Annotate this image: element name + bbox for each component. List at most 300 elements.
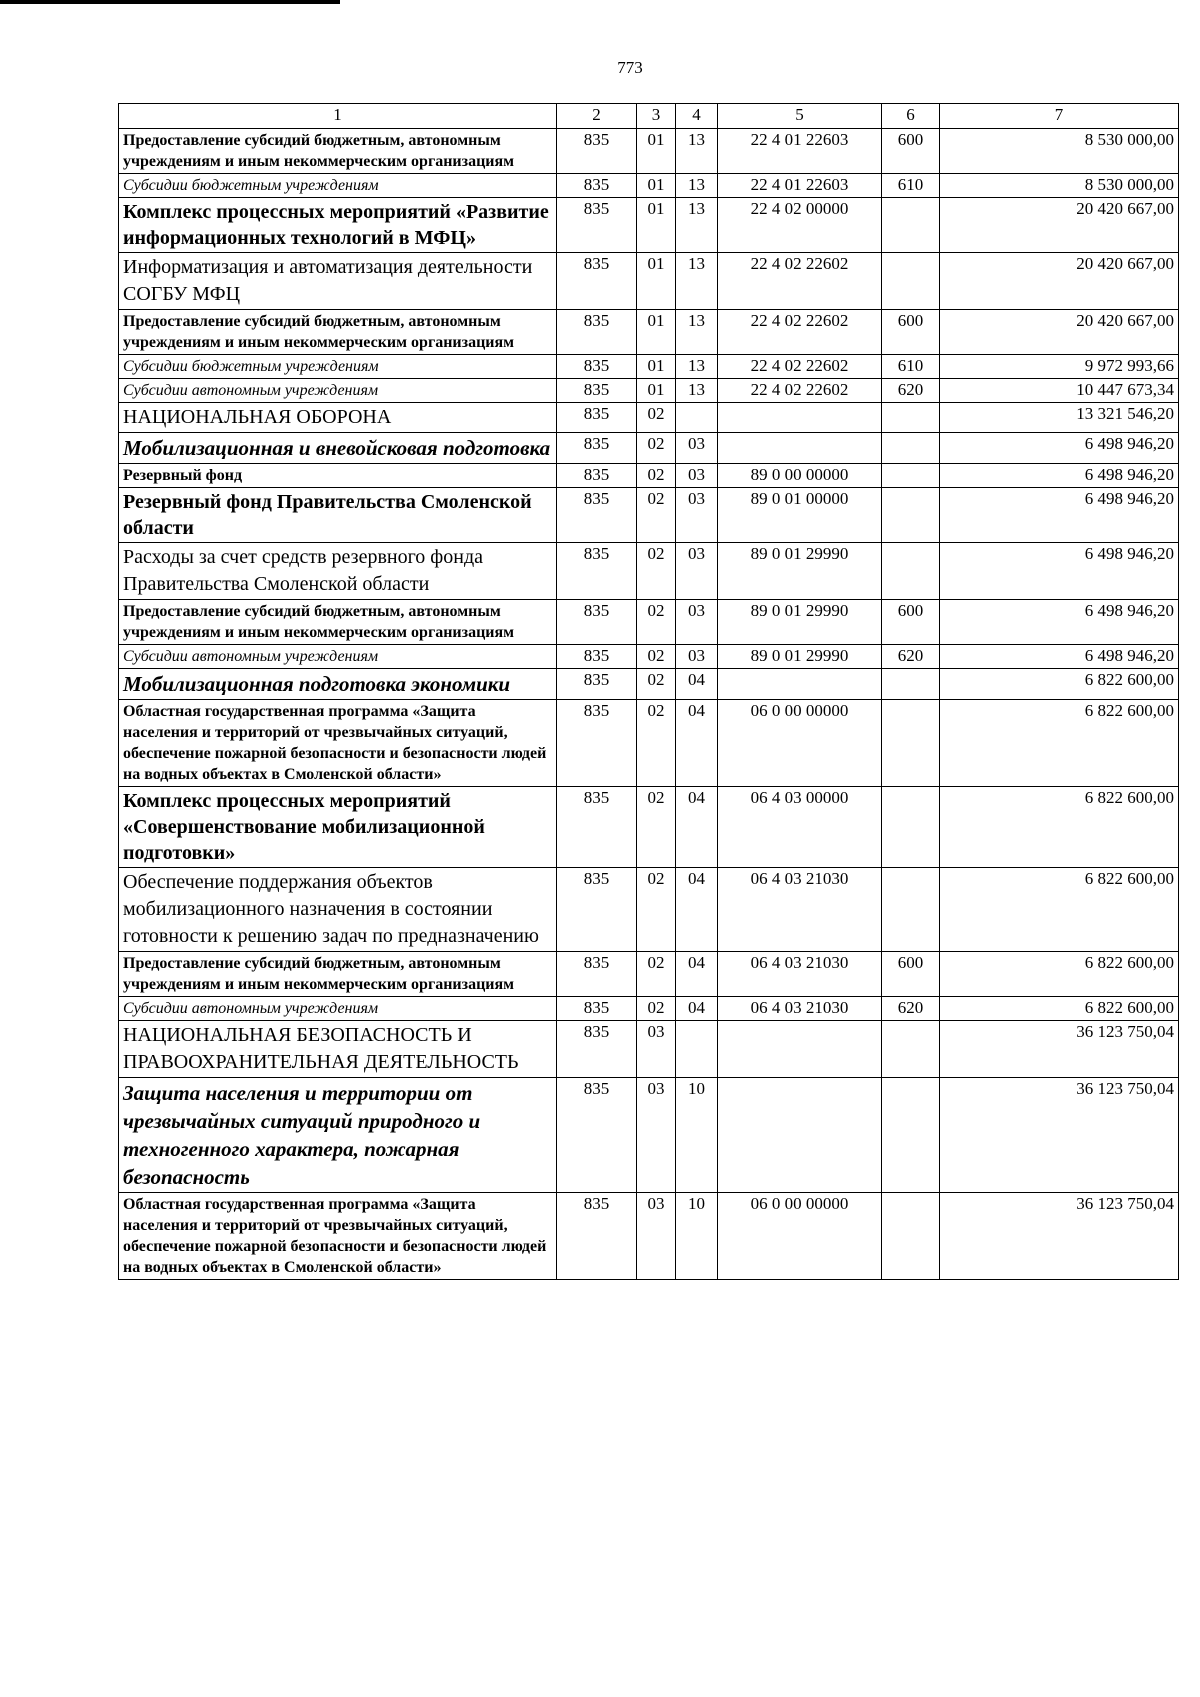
cell-value: 835 bbox=[583, 199, 610, 218]
cell-value: 02 bbox=[647, 544, 665, 563]
expense-name-cell bbox=[119, 253, 557, 310]
cell-value: 20 420 667,00 bbox=[1076, 311, 1174, 330]
cell-value: 06 4 03 21030 bbox=[750, 953, 849, 972]
cell-value: 22 4 02 22602 bbox=[750, 311, 849, 330]
amount-cell bbox=[940, 952, 1179, 997]
amount-cell bbox=[940, 543, 1179, 600]
cell-value: 6 498 946,20 bbox=[1084, 646, 1174, 665]
expense-name-text: Расходы за счет средств резервного фонда Правительства Смоленской области bbox=[123, 546, 484, 595]
section-code-cell bbox=[637, 253, 676, 310]
target-article-cell bbox=[718, 355, 882, 379]
expense-name-text: Субсидии бюджетным учреждениям bbox=[123, 177, 379, 194]
amount-cell bbox=[940, 645, 1179, 669]
cell-value: 835 bbox=[583, 130, 610, 149]
amount-cell bbox=[940, 253, 1179, 310]
target-article-cell bbox=[718, 1193, 882, 1280]
ministry-code-cell bbox=[557, 669, 637, 700]
cell-value: 02 bbox=[647, 670, 665, 689]
header-cell: 6 bbox=[882, 104, 940, 129]
section-code-cell bbox=[637, 543, 676, 600]
header-cell: 5 bbox=[718, 104, 882, 129]
expense-type-cell bbox=[882, 543, 940, 600]
cell-value: 03 bbox=[688, 434, 705, 453]
subsection-code-cell bbox=[676, 433, 718, 464]
section-code-cell bbox=[637, 700, 676, 787]
cell-value: 8 530 000,00 bbox=[1084, 130, 1174, 149]
cell-value: 6 822 600,00 bbox=[1084, 998, 1174, 1017]
expense-type-cell bbox=[882, 129, 940, 174]
subsection-code-cell bbox=[676, 997, 718, 1021]
cell-value: 6 498 946,20 bbox=[1084, 489, 1174, 508]
section-code-cell bbox=[637, 787, 676, 868]
section-code-cell bbox=[637, 669, 676, 700]
cell-value: 620 bbox=[897, 380, 924, 399]
cell-value: 22 4 02 22602 bbox=[750, 254, 849, 273]
cell-value: 02 bbox=[647, 953, 665, 972]
cell-value: 835 bbox=[583, 1079, 610, 1098]
cell-value: 13 bbox=[688, 130, 705, 149]
ministry-code-cell bbox=[557, 253, 637, 310]
subsection-code-cell bbox=[676, 355, 718, 379]
cell-value: 600 bbox=[897, 953, 924, 972]
ministry-code-cell bbox=[557, 198, 637, 253]
expense-name-text: Предоставление субсидий бюджетным, автономным учреждениям и иным некоммерческим организациям bbox=[123, 603, 515, 641]
expense-name-cell bbox=[119, 1078, 557, 1193]
expense-name-text: Защита населения и территории от чрезвычайных ситуаций природного и техногенного характера, пожарная безопасность bbox=[123, 1081, 481, 1189]
expense-name-cell bbox=[119, 868, 557, 952]
cell-value: 02 bbox=[647, 601, 665, 620]
expense-name-cell bbox=[119, 488, 557, 543]
cell-value: 01 bbox=[647, 199, 665, 218]
expense-type-cell bbox=[882, 198, 940, 253]
cell-value: 03 bbox=[688, 489, 705, 508]
amount-cell bbox=[940, 433, 1179, 464]
scan-edge-line bbox=[0, 0, 340, 4]
expense-name-text: Предоставление субсидий бюджетным, автономным учреждениям и иным некоммерческим организациям bbox=[123, 313, 515, 351]
target-article-cell bbox=[718, 310, 882, 355]
subsection-code-cell bbox=[676, 403, 718, 433]
cell-value: 89 0 01 00000 bbox=[750, 489, 849, 508]
cell-value: 835 bbox=[583, 601, 610, 620]
cell-value: 6 822 600,00 bbox=[1084, 869, 1174, 888]
section-code-cell bbox=[637, 310, 676, 355]
expense-type-cell bbox=[882, 174, 940, 198]
expense-name-text: Мобилизационная подготовка экономики bbox=[123, 672, 511, 696]
table-row bbox=[119, 488, 1179, 543]
expense-name-cell bbox=[119, 645, 557, 669]
cell-value: 6 822 600,00 bbox=[1084, 788, 1174, 807]
subsection-code-cell bbox=[676, 600, 718, 645]
expense-name-cell bbox=[119, 129, 557, 174]
section-code-cell bbox=[637, 198, 676, 253]
amount-cell bbox=[940, 379, 1179, 403]
expense-name-text: Мобилизационная и вневойсковая подготовка bbox=[123, 436, 551, 460]
target-article-cell bbox=[718, 952, 882, 997]
budget-table bbox=[118, 103, 1179, 1280]
subsection-code-cell bbox=[676, 868, 718, 952]
expense-type-cell bbox=[882, 433, 940, 464]
cell-value: 9 972 993,66 bbox=[1084, 356, 1174, 375]
cell-value: 02 bbox=[647, 434, 665, 453]
expense-name-text: Областная государственная программа «Защита населения и территорий от чрезвычайных ситуаций, обеспечение пожарной безопасности и безопасности людей на водных объектах в Смоленской области» bbox=[123, 1196, 547, 1276]
table-row bbox=[119, 253, 1179, 310]
cell-value: 610 bbox=[897, 175, 924, 194]
expense-name-text: Комплекс процессных мероприятий «Развитие информационных технологий в МФЦ» bbox=[123, 201, 549, 249]
subsection-code-cell bbox=[676, 1193, 718, 1280]
cell-value: 835 bbox=[583, 465, 610, 484]
section-code-cell bbox=[637, 1078, 676, 1193]
expense-name-cell bbox=[119, 543, 557, 600]
cell-value: 01 bbox=[647, 311, 665, 330]
expense-type-cell bbox=[882, 310, 940, 355]
section-code-cell bbox=[637, 488, 676, 543]
subsection-code-cell bbox=[676, 488, 718, 543]
subsection-code-cell bbox=[676, 174, 718, 198]
cell-value: 04 bbox=[688, 701, 705, 720]
amount-cell bbox=[940, 1078, 1179, 1193]
target-article-cell bbox=[718, 253, 882, 310]
target-article-cell bbox=[718, 669, 882, 700]
section-code-cell bbox=[637, 600, 676, 645]
cell-value: 02 bbox=[647, 788, 665, 807]
ministry-code-cell bbox=[557, 952, 637, 997]
expense-name-cell bbox=[119, 379, 557, 403]
expense-name-text: Субсидии автономным учреждениям bbox=[123, 1000, 379, 1017]
expense-name-text: Субсидии бюджетным учреждениям bbox=[123, 358, 379, 375]
expense-type-cell bbox=[882, 787, 940, 868]
ministry-code-cell bbox=[557, 129, 637, 174]
expense-name-cell bbox=[119, 433, 557, 464]
cell-value: 6 498 946,20 bbox=[1084, 544, 1174, 563]
expense-name-cell bbox=[119, 600, 557, 645]
expense-name-text: Информатизация и автоматизация деятельности СОГБУ МФЦ bbox=[123, 256, 533, 305]
cell-value: 6 822 600,00 bbox=[1084, 701, 1174, 720]
subsection-code-cell bbox=[676, 379, 718, 403]
table-row bbox=[119, 700, 1179, 787]
amount-cell bbox=[940, 355, 1179, 379]
expense-name-text: Субсидии автономным учреждениям bbox=[123, 648, 379, 665]
cell-value: 06 4 03 21030 bbox=[750, 998, 849, 1017]
cell-value: 36 123 750,04 bbox=[1076, 1194, 1174, 1213]
subsection-code-cell bbox=[676, 253, 718, 310]
expense-name-text: Предоставление субсидий бюджетным, автономным учреждениям и иным некоммерческим организациям bbox=[123, 955, 515, 993]
target-article-cell bbox=[718, 543, 882, 600]
amount-cell bbox=[940, 464, 1179, 488]
target-article-cell bbox=[718, 645, 882, 669]
subsection-code-cell bbox=[676, 787, 718, 868]
table-row bbox=[119, 403, 1179, 433]
section-code-cell bbox=[637, 997, 676, 1021]
expense-name-text: Областная государственная программа «Защита населения и территорий от чрезвычайных ситуаций, обеспечение пожарной безопасности и безопасности людей на водных объектах в Смоленской области» bbox=[123, 703, 547, 783]
cell-value: 22 4 01 22603 bbox=[750, 175, 849, 194]
cell-value: 10 bbox=[688, 1079, 705, 1098]
section-code-cell bbox=[637, 403, 676, 433]
cell-value: 835 bbox=[583, 1194, 610, 1213]
expense-name-text: Комплекс процессных мероприятий «Совершенствование мобилизационной подготовки» bbox=[123, 790, 485, 864]
table-row bbox=[119, 787, 1179, 868]
cell-value: 22 4 01 22603 bbox=[750, 130, 849, 149]
cell-value: 835 bbox=[583, 434, 610, 453]
cell-value: 89 0 00 00000 bbox=[750, 465, 849, 484]
table-row bbox=[119, 379, 1179, 403]
expense-name-cell bbox=[119, 198, 557, 253]
cell-value: 6 822 600,00 bbox=[1084, 670, 1174, 689]
cell-value: 01 bbox=[647, 254, 665, 273]
expense-type-cell bbox=[882, 379, 940, 403]
page-number: 773 bbox=[617, 58, 643, 77]
cell-value: 835 bbox=[583, 544, 610, 563]
ministry-code-cell bbox=[557, 1078, 637, 1193]
cell-value: 600 bbox=[897, 601, 924, 620]
cell-value: 03 bbox=[647, 1079, 665, 1098]
cell-value: 02 bbox=[647, 998, 665, 1017]
expense-type-cell bbox=[882, 645, 940, 669]
cell-value: 13 bbox=[688, 356, 705, 375]
cell-value: 835 bbox=[583, 1022, 610, 1041]
subsection-code-cell bbox=[676, 669, 718, 700]
ministry-code-cell bbox=[557, 464, 637, 488]
cell-value: 8 530 000,00 bbox=[1084, 175, 1174, 194]
amount-cell bbox=[940, 1193, 1179, 1280]
cell-value: 835 bbox=[583, 254, 610, 273]
cell-value: 835 bbox=[583, 788, 610, 807]
cell-value: 835 bbox=[583, 670, 610, 689]
subsection-code-cell bbox=[676, 645, 718, 669]
amount-cell bbox=[940, 787, 1179, 868]
ministry-code-cell bbox=[557, 174, 637, 198]
expense-name-text: Обеспечение поддержания объектов мобилизационного назначения в состоянии готовности к решению задач по предназначению bbox=[123, 871, 539, 947]
cell-value: 13 bbox=[688, 311, 705, 330]
expense-name-cell bbox=[119, 997, 557, 1021]
target-article-cell bbox=[718, 997, 882, 1021]
cell-value: 13 321 546,20 bbox=[1076, 404, 1174, 423]
amount-cell bbox=[940, 310, 1179, 355]
table-row bbox=[119, 952, 1179, 997]
cell-value: 02 bbox=[647, 404, 665, 423]
cell-value: 01 bbox=[647, 380, 665, 399]
cell-value: 6 498 946,20 bbox=[1084, 601, 1174, 620]
amount-cell bbox=[940, 997, 1179, 1021]
cell-value: 6 498 946,20 bbox=[1084, 465, 1174, 484]
cell-value: 610 bbox=[897, 356, 924, 375]
expense-name-cell bbox=[119, 669, 557, 700]
cell-value: 20 420 667,00 bbox=[1076, 199, 1174, 218]
expense-type-cell bbox=[882, 600, 940, 645]
cell-value: 06 0 00 00000 bbox=[750, 1194, 849, 1213]
expense-name-cell bbox=[119, 1021, 557, 1078]
subsection-code-cell bbox=[676, 952, 718, 997]
ministry-code-cell bbox=[557, 787, 637, 868]
cell-value: 6 822 600,00 bbox=[1084, 953, 1174, 972]
ministry-code-cell bbox=[557, 600, 637, 645]
ministry-code-cell bbox=[557, 1193, 637, 1280]
cell-value: 13 bbox=[688, 175, 705, 194]
ministry-code-cell bbox=[557, 310, 637, 355]
target-article-cell bbox=[718, 787, 882, 868]
cell-value: 22 4 02 22602 bbox=[750, 380, 849, 399]
cell-value: 03 bbox=[688, 465, 705, 484]
cell-value: 835 bbox=[583, 175, 610, 194]
subsection-code-cell bbox=[676, 1078, 718, 1193]
expense-type-cell bbox=[882, 669, 940, 700]
cell-value: 02 bbox=[647, 701, 665, 720]
ministry-code-cell bbox=[557, 997, 637, 1021]
amount-cell bbox=[940, 1021, 1179, 1078]
cell-value: 22 4 02 22602 bbox=[750, 356, 849, 375]
expense-name-text: НАЦИОНАЛЬНАЯ ОБОРОНА bbox=[123, 406, 392, 428]
amount-cell bbox=[940, 174, 1179, 198]
header-cell: 3 bbox=[637, 104, 676, 129]
expense-name-text: НАЦИОНАЛЬНАЯ БЕЗОПАСНОСТЬ И ПРАВООХРАНИТЕЛЬНАЯ ДЕЯТЕЛЬНОСТЬ bbox=[123, 1024, 519, 1073]
expense-name-cell bbox=[119, 355, 557, 379]
expense-name-cell bbox=[119, 952, 557, 997]
table-row bbox=[119, 198, 1179, 253]
cell-value: 01 bbox=[647, 130, 665, 149]
ministry-code-cell bbox=[557, 488, 637, 543]
cell-value: 03 bbox=[688, 601, 705, 620]
cell-value: 89 0 01 29990 bbox=[750, 544, 849, 563]
cell-value: 600 bbox=[897, 130, 924, 149]
cell-value: 04 bbox=[688, 670, 705, 689]
cell-value: 02 bbox=[647, 646, 665, 665]
ministry-code-cell bbox=[557, 355, 637, 379]
table-row bbox=[119, 868, 1179, 952]
subsection-code-cell bbox=[676, 310, 718, 355]
target-article-cell bbox=[718, 600, 882, 645]
expense-type-cell bbox=[882, 997, 940, 1021]
subsection-code-cell bbox=[676, 198, 718, 253]
section-code-cell bbox=[637, 355, 676, 379]
cell-value: 6 498 946,20 bbox=[1084, 434, 1174, 453]
expense-name-cell bbox=[119, 787, 557, 868]
amount-cell bbox=[940, 488, 1179, 543]
table-row bbox=[119, 543, 1179, 600]
amount-cell bbox=[940, 868, 1179, 952]
amount-cell bbox=[940, 669, 1179, 700]
target-article-cell bbox=[718, 198, 882, 253]
header-cell: 7 bbox=[940, 104, 1179, 129]
cell-value: 13 bbox=[688, 254, 705, 273]
section-code-cell bbox=[637, 868, 676, 952]
ministry-code-cell bbox=[557, 543, 637, 600]
cell-value: 04 bbox=[688, 953, 705, 972]
section-code-cell bbox=[637, 1193, 676, 1280]
target-article-cell bbox=[718, 1021, 882, 1078]
target-article-cell bbox=[718, 433, 882, 464]
expense-type-cell bbox=[882, 1193, 940, 1280]
table-row bbox=[119, 129, 1179, 174]
ministry-code-cell bbox=[557, 403, 637, 433]
table-row bbox=[119, 997, 1179, 1021]
section-code-cell bbox=[637, 645, 676, 669]
table-row bbox=[119, 1021, 1179, 1078]
expense-name-text: Резервный фонд bbox=[123, 467, 243, 484]
ministry-code-cell bbox=[557, 868, 637, 952]
amount-cell bbox=[940, 700, 1179, 787]
table-row bbox=[119, 1193, 1179, 1280]
section-code-cell bbox=[637, 952, 676, 997]
cell-value: 36 123 750,04 bbox=[1076, 1022, 1174, 1041]
cell-value: 10 447 673,34 bbox=[1076, 380, 1174, 399]
subsection-code-cell bbox=[676, 129, 718, 174]
target-article-cell bbox=[718, 174, 882, 198]
ministry-code-cell bbox=[557, 379, 637, 403]
expense-name-cell bbox=[119, 700, 557, 787]
expense-type-cell bbox=[882, 488, 940, 543]
table-row bbox=[119, 1078, 1179, 1193]
cell-value: 03 bbox=[647, 1022, 665, 1041]
target-article-cell bbox=[718, 868, 882, 952]
cell-value: 835 bbox=[583, 701, 610, 720]
amount-cell bbox=[940, 129, 1179, 174]
expense-name-text: Субсидии автономным учреждениям bbox=[123, 382, 379, 399]
expense-type-cell bbox=[882, 952, 940, 997]
section-code-cell bbox=[637, 1021, 676, 1078]
cell-value: 10 bbox=[688, 1194, 705, 1213]
target-article-cell bbox=[718, 379, 882, 403]
expense-name-cell bbox=[119, 1193, 557, 1280]
cell-value: 02 bbox=[647, 869, 665, 888]
table-row bbox=[119, 464, 1179, 488]
cell-value: 06 4 03 00000 bbox=[750, 788, 849, 807]
expense-type-cell bbox=[882, 700, 940, 787]
target-article-cell bbox=[718, 1078, 882, 1193]
subsection-code-cell bbox=[676, 1021, 718, 1078]
subsection-code-cell bbox=[676, 543, 718, 600]
subsection-code-cell bbox=[676, 700, 718, 787]
cell-value: 13 bbox=[688, 380, 705, 399]
table-row bbox=[119, 645, 1179, 669]
expense-type-cell bbox=[882, 403, 940, 433]
expense-name-text: Предоставление субсидий бюджетным, автономным учреждениям и иным некоммерческим организациям bbox=[123, 132, 515, 170]
cell-value: 03 bbox=[688, 646, 705, 665]
cell-value: 22 4 02 00000 bbox=[750, 199, 849, 218]
target-article-cell bbox=[718, 464, 882, 488]
cell-value: 01 bbox=[647, 175, 665, 194]
section-code-cell bbox=[637, 433, 676, 464]
cell-value: 04 bbox=[688, 869, 705, 888]
target-article-cell bbox=[718, 403, 882, 433]
table-row bbox=[119, 600, 1179, 645]
expense-type-cell bbox=[882, 253, 940, 310]
cell-value: 04 bbox=[688, 998, 705, 1017]
cell-value: 03 bbox=[688, 544, 705, 563]
expense-name-cell bbox=[119, 310, 557, 355]
cell-value: 06 0 00 00000 bbox=[750, 701, 849, 720]
target-article-cell bbox=[718, 700, 882, 787]
ministry-code-cell bbox=[557, 433, 637, 464]
target-article-cell bbox=[718, 488, 882, 543]
subsection-code-cell bbox=[676, 464, 718, 488]
expense-type-cell bbox=[882, 1021, 940, 1078]
expense-type-cell bbox=[882, 464, 940, 488]
expense-type-cell bbox=[882, 868, 940, 952]
header-row bbox=[119, 104, 1179, 129]
section-code-cell bbox=[637, 129, 676, 174]
cell-value: 620 bbox=[897, 998, 924, 1017]
ministry-code-cell bbox=[557, 645, 637, 669]
cell-value: 835 bbox=[583, 489, 610, 508]
cell-value: 13 bbox=[688, 199, 705, 218]
expense-type-cell bbox=[882, 1078, 940, 1193]
cell-value: 04 bbox=[688, 788, 705, 807]
table-row bbox=[119, 174, 1179, 198]
section-code-cell bbox=[637, 379, 676, 403]
ministry-code-cell bbox=[557, 700, 637, 787]
cell-value: 01 bbox=[647, 356, 665, 375]
cell-value: 06 4 03 21030 bbox=[750, 869, 849, 888]
cell-value: 600 bbox=[897, 311, 924, 330]
